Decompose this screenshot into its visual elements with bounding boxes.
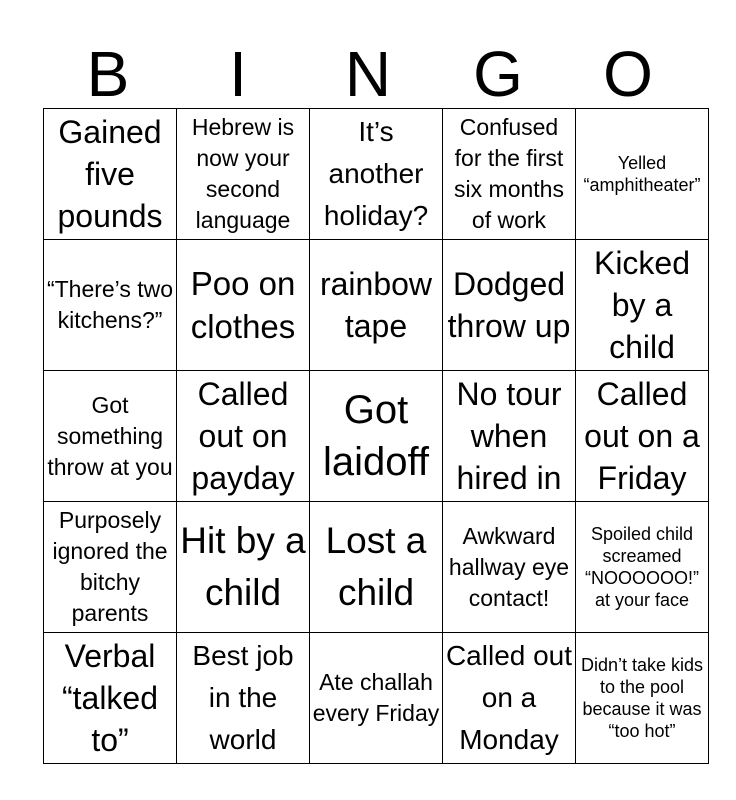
bingo-cell[interactable]: [576, 502, 709, 633]
bingo-cell[interactable]: [576, 371, 709, 502]
cell-text: Called out on payday: [191, 376, 295, 496]
cell-text: Called out on a Friday: [584, 376, 700, 496]
bingo-board: [43, 108, 709, 764]
board-row: [44, 240, 709, 371]
bingo-cell[interactable]: [177, 502, 310, 633]
bingo-cell[interactable]: [310, 240, 443, 371]
header-letter-g: G: [473, 38, 523, 110]
bingo-cell[interactable]: [177, 240, 310, 371]
cell-text: Verbal “talked to”: [61, 638, 159, 758]
bingo-cell[interactable]: [576, 240, 709, 371]
cell-text: Dodged throw up: [447, 266, 571, 344]
cell-text: Hit by a child: [180, 520, 306, 613]
header-letter-o: O: [603, 38, 653, 110]
cell-text: It’s another holiday?: [323, 116, 429, 231]
cell-text: Spoiled child screamed “NOOOOOO!” at your face: [585, 524, 699, 610]
bingo-cell[interactable]: [576, 109, 709, 240]
cell-text: Got something throw at you: [47, 391, 173, 480]
cell-text: Purposely ignored the bitchy parents: [52, 507, 168, 626]
cell-text: Awkward hallway eye contact!: [448, 522, 570, 611]
cell-text: Ate challah every Friday: [312, 669, 440, 726]
bingo-cell[interactable]: [310, 502, 443, 633]
bingo-header: [43, 40, 693, 108]
bingo-cell[interactable]: [177, 109, 310, 240]
board-row: [44, 371, 709, 502]
bingo-cell[interactable]: [44, 109, 177, 240]
bingo-cell[interactable]: [177, 371, 310, 502]
cell-text: Didn’t take kids to the pool because it was “too hot”: [580, 655, 704, 741]
bingo-cell[interactable]: [443, 240, 576, 371]
cell-text: Hebrew is now your second language: [191, 114, 295, 233]
bingo-cell[interactable]: [576, 633, 709, 764]
bingo-cell[interactable]: [44, 502, 177, 633]
cell-text: rainbow tape: [319, 266, 433, 344]
bingo-cell[interactable]: [310, 109, 443, 240]
bingo-cell[interactable]: [443, 371, 576, 502]
board-row: [44, 502, 709, 633]
bingo-cell[interactable]: [44, 240, 177, 371]
cell-text: Poo on clothes: [190, 265, 296, 345]
bingo-cell[interactable]: [310, 633, 443, 764]
cell-text: Best job in the world: [192, 640, 294, 755]
bingo-cell[interactable]: [44, 371, 177, 502]
cell-text: Kicked by a child: [593, 245, 691, 365]
bingo-cell[interactable]: [443, 633, 576, 764]
bingo-cell[interactable]: [44, 633, 177, 764]
cell-text: Got laidoff: [322, 388, 429, 484]
cell-text: Gained five pounds: [57, 114, 163, 234]
board-row: [44, 633, 709, 764]
cell-text: No tour when hired in: [456, 376, 562, 496]
bingo-cell[interactable]: [443, 109, 576, 240]
cell-text: Lost a child: [325, 520, 427, 613]
bingo-cell[interactable]: [443, 502, 576, 633]
bingo-cell[interactable]: [177, 633, 310, 764]
board-row: [44, 109, 709, 240]
cell-text: “There’s two kitchens?”: [46, 276, 174, 333]
cell-text: Yelled “amphitheater”: [583, 153, 701, 195]
header-letter-b: B: [86, 38, 130, 110]
cell-text: Called out on a Monday: [445, 640, 573, 755]
header-letter-i: I: [229, 38, 247, 110]
header-letter-n: N: [344, 38, 392, 110]
bingo-cell[interactable]: [310, 371, 443, 502]
cell-text: Confused for the first six months of work: [454, 114, 564, 233]
